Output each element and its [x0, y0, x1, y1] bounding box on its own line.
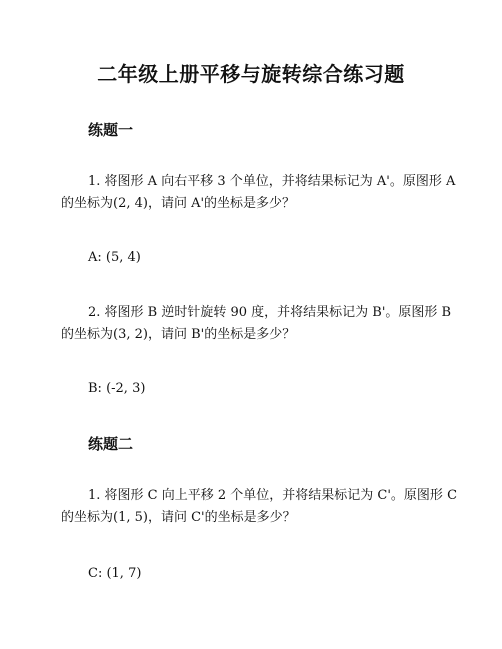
question-2-1 — [61, 485, 458, 529]
answer-1-1: A: (5, 4) — [88, 250, 141, 265]
question-1-1-line-1: 1. 将图形 A 向右平移 3 个单位，并将结果标记为 A'。原图形 A — [88, 174, 456, 189]
question-1-1 — [61, 171, 456, 215]
question-1-1-line-2: 的坐标为(2, 4)，请问 A'的坐标是多少？ — [61, 196, 296, 211]
question-1-2 — [61, 302, 452, 346]
answer-2-1: C: (1, 7) — [88, 566, 142, 581]
section-heading-2: 练题二 — [88, 435, 134, 453]
question-1-2-line-1: 2. 将图形 B 逆时针旋转 90 度，并将结果标记为 B'。原图形 B — [88, 305, 452, 320]
question-2-1-line-1: 1. 将图形 C 向上平移 2 个单位，并将结果标记为 C'。原图形 C — [88, 488, 458, 503]
question-2-1-line-2: 的坐标为(1, 5)，请问 C'的坐标是多少？ — [61, 510, 296, 525]
question-1-2-line-2: 的坐标为(3, 2)，请问 B'的坐标是多少？ — [61, 327, 296, 342]
section-heading-1: 练题一 — [88, 121, 134, 139]
answer-1-2: B: (-2, 3) — [88, 381, 146, 396]
page-title: 二年级上册平移与旋转综合练习题 — [97, 62, 405, 86]
